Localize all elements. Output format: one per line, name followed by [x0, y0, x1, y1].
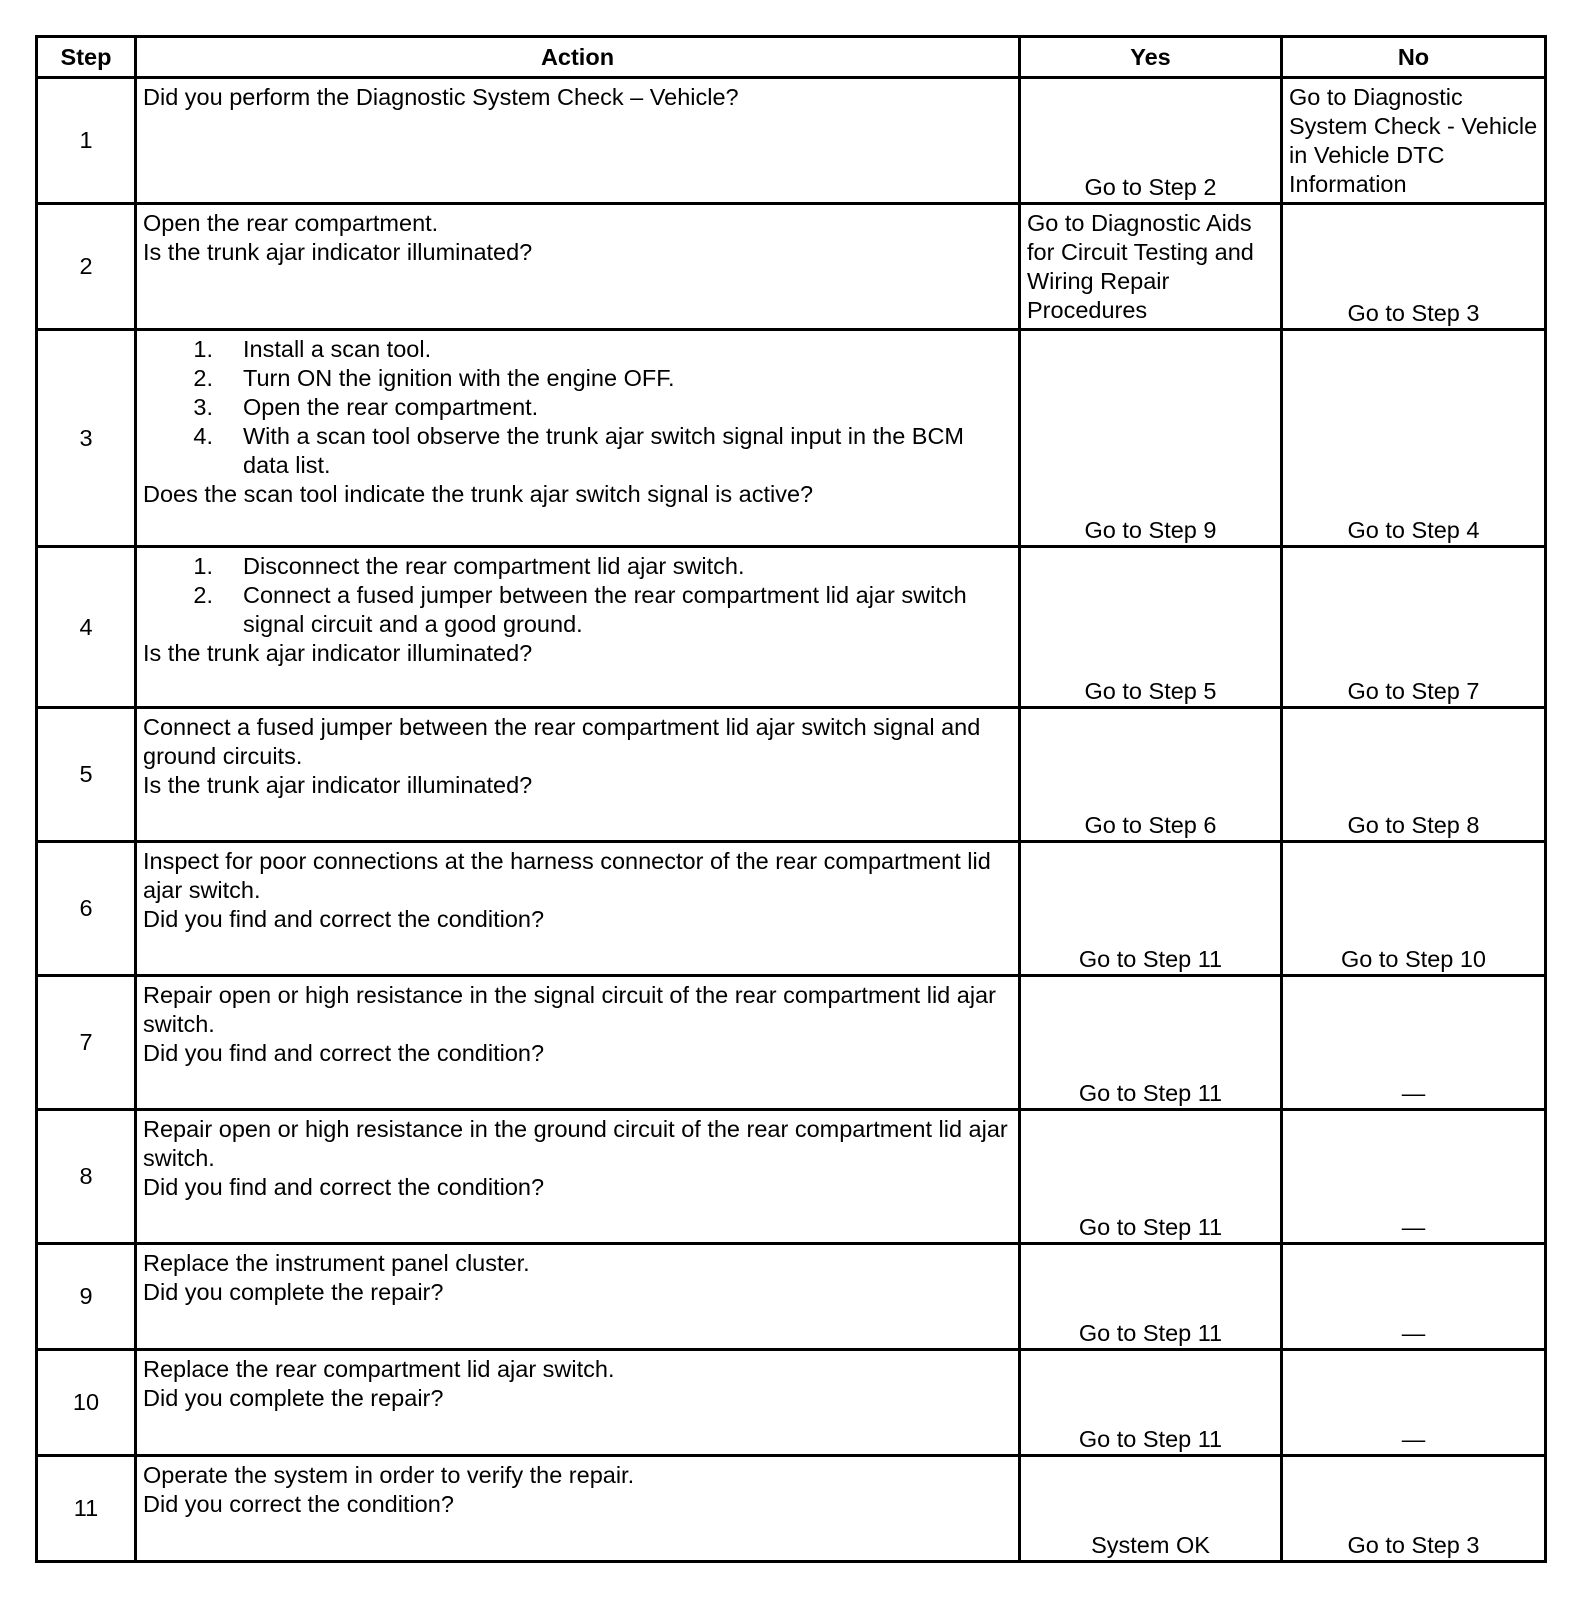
action-question: Is the trunk ajar indicator illuminated? — [143, 772, 533, 798]
yes-result: Go to Step 11 — [1020, 1110, 1282, 1244]
yes-result: Go to Step 5 — [1020, 547, 1282, 708]
action-text: Repair open or high resistance in the signal circuit of the rear compartment lid ajar switch. — [143, 982, 996, 1037]
action-question: Does the scan tool indicate the trunk ajar switch signal is active? — [143, 481, 814, 507]
action-text: Replace the instrument panel cluster. — [143, 1250, 530, 1276]
action-text: Did you perform the Diagnostic System Check – Vehicle? — [143, 84, 739, 110]
table-row — [37, 976, 1546, 1110]
yes-result: Go to Step 11 — [1020, 1244, 1282, 1350]
action-question: Did you find and correct the condition? — [143, 1040, 545, 1066]
step-number: 6 — [37, 842, 136, 976]
step-number: 4 — [37, 547, 136, 708]
table-row — [37, 78, 1546, 204]
table-row — [37, 204, 1546, 330]
yes-result: Go to Step 11 — [1020, 842, 1282, 976]
step-number: 3 — [37, 330, 136, 547]
no-result: — — [1282, 1244, 1546, 1350]
header-row — [37, 37, 1546, 78]
no-result: Go to Step 10 — [1282, 842, 1546, 976]
action-steps-list — [143, 335, 1014, 480]
yes-result: Go to Step 11 — [1020, 1350, 1282, 1456]
list-item: 2. Connect a fused jumper between the rear compartment lid ajar switch signal circuit and a good ground. — [193, 582, 967, 637]
step-number: 10 — [37, 1350, 136, 1456]
header-no: No — [1282, 37, 1546, 78]
step-number: 1 — [37, 78, 136, 204]
table-row — [37, 1350, 1546, 1456]
table-row — [37, 547, 1546, 708]
action-question: Is the trunk ajar indicator illuminated? — [143, 239, 533, 265]
action-cell — [136, 1110, 1020, 1244]
yes-result: Go to Diagnostic Aids for Circuit Testing and Wiring Repair Procedures — [1020, 204, 1282, 330]
yes-result: Go to Step 11 — [1020, 976, 1282, 1110]
action-cell — [136, 1350, 1020, 1456]
table-row — [37, 1456, 1546, 1562]
action-cell — [136, 330, 1020, 547]
action-cell — [136, 842, 1020, 976]
action-question: Did you complete the repair? — [143, 1385, 444, 1411]
table-row — [37, 708, 1546, 842]
no-result: — — [1282, 976, 1546, 1110]
action-question: Is the trunk ajar indicator illuminated? — [143, 640, 533, 666]
no-result: Go to Diagnostic System Check - Vehicle in Vehicle DTC Information — [1282, 78, 1546, 204]
table-row — [37, 842, 1546, 976]
no-result: Go to Step 8 — [1282, 708, 1546, 842]
action-cell — [136, 547, 1020, 708]
step-number: 11 — [37, 1456, 136, 1562]
diagnostic-table — [35, 35, 1547, 1563]
action-text: Repair open or high resistance in the ground circuit of the rear compartment lid ajar switch. — [143, 1116, 1008, 1171]
action-question: Did you correct the condition? — [143, 1491, 454, 1517]
no-result: Go to Step 4 — [1282, 330, 1546, 547]
yes-result: Go to Step 6 — [1020, 708, 1282, 842]
action-cell — [136, 708, 1020, 842]
list-item: 1. Disconnect the rear compartment lid ajar switch. — [193, 553, 745, 579]
step-number: 8 — [37, 1110, 136, 1244]
table-row — [37, 1110, 1546, 1244]
action-cell — [136, 1456, 1020, 1562]
no-result: Go to Step 3 — [1282, 204, 1546, 330]
action-text: Inspect for poor connections at the harness connector of the rear compartment lid ajar switch. — [143, 848, 991, 903]
action-steps-list — [143, 552, 1014, 639]
step-number: 2 — [37, 204, 136, 330]
action-question: Did you complete the repair? — [143, 1279, 444, 1305]
no-result: Go to Step 3 — [1282, 1456, 1546, 1562]
action-text: Replace the rear compartment lid ajar switch. — [143, 1356, 615, 1382]
table-row — [37, 330, 1546, 547]
action-cell — [136, 1244, 1020, 1350]
no-result: — — [1282, 1350, 1546, 1456]
action-text: Operate the system in order to verify the repair. — [143, 1462, 635, 1488]
no-result: — — [1282, 1110, 1546, 1244]
action-text: Open the rear compartment. — [143, 210, 439, 236]
yes-result: Go to Step 9 — [1020, 330, 1282, 547]
action-cell — [136, 204, 1020, 330]
yes-result: System OK — [1020, 1456, 1282, 1562]
list-item: 2. Turn ON the ignition with the engine OFF. — [193, 365, 675, 391]
header-yes: Yes — [1020, 37, 1282, 78]
action-question: Did you find and correct the condition? — [143, 906, 545, 932]
no-result: Go to Step 7 — [1282, 547, 1546, 708]
action-cell — [136, 976, 1020, 1110]
header-step: Step — [37, 37, 136, 78]
action-cell — [136, 78, 1020, 204]
step-number: 9 — [37, 1244, 136, 1350]
yes-result: Go to Step 2 — [1020, 78, 1282, 204]
list-item: 4. With a scan tool observe the trunk ajar switch signal input in the BCM data list. — [193, 423, 965, 478]
table-row — [37, 1244, 1546, 1350]
step-number: 7 — [37, 976, 136, 1110]
list-item: 1. Install a scan tool. — [193, 336, 432, 362]
step-number: 5 — [37, 708, 136, 842]
header-action: Action — [136, 37, 1020, 78]
action-question: Did you find and correct the condition? — [143, 1174, 545, 1200]
list-item: 3. Open the rear compartment. — [193, 394, 539, 420]
action-text: Connect a fused jumper between the rear compartment lid ajar switch signal and ground circuits. — [143, 714, 981, 769]
